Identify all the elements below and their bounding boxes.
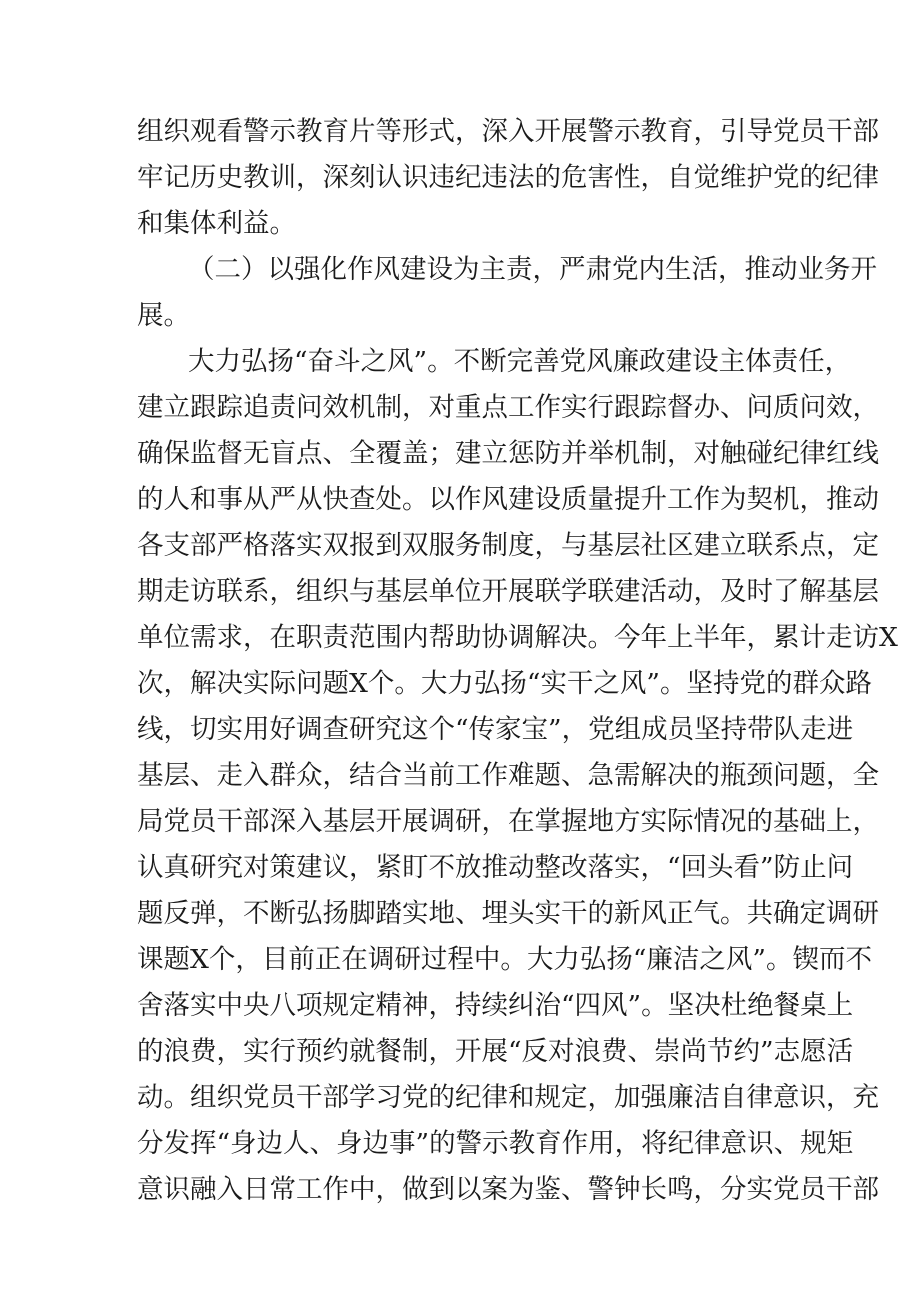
paragraph-line: 和集体利益。 xyxy=(137,208,296,239)
paragraph-line: 期走访联系，组织与基层单位开展联学联建活动，及时了解基层 xyxy=(137,576,879,607)
paragraph-line: 组织观看警示教育片等形式，深入开展警示教育，引导党员干部 xyxy=(137,116,879,147)
paragraph-line: 建立跟踪追责问效机制，对重点工作实行跟踪督办、问质问效， xyxy=(137,392,879,423)
paragraph-line: 牢记历史教训，深刻认识违纪违法的危害性，自觉维护党的纪律 xyxy=(137,162,879,193)
paragraph-line: 的浪费，实行预约就餐制，开展“反对浪费、崇尚节约”志愿活 xyxy=(137,1036,854,1067)
paragraph-line: 认真研究对策建议，紧盯不放推动整改落实，“回头看”防止问 xyxy=(137,852,854,883)
paragraph-line: 意识融入日常工作中，做到以案为鉴、警钟长鸣，分实党员干部 xyxy=(137,1174,879,1205)
paragraph-line: 各支部严格落实双报到双服务制度，与基层社区建立联系点，定 xyxy=(137,530,879,561)
paragraph-line: 的人和事从严从快查处。以作风建设质量提升工作为契机，推动 xyxy=(137,484,879,515)
section-heading-line: （二）以强化作风建设为主责，严肃党内生活，推动业务开 xyxy=(188,254,877,285)
section-heading-line: 展。 xyxy=(137,300,190,331)
paragraph-line: 基层、走入群众，结合当前工作难题、急需解决的瓶颈问题，全 xyxy=(137,760,879,791)
paragraph-line: 动。组织党员干部学习党的纪律和规定，加强廉洁自律意识，充 xyxy=(137,1082,879,1113)
paragraph-line: 次，解决实际问题X个。大力弘扬“实干之风”。坚持党的群众路 xyxy=(137,668,872,699)
paragraph-line: 局党员干部深入基层开展调研，在掌握地方实际情况的基础上， xyxy=(137,806,879,837)
paragraph-line: 题反弹，不断弘扬脚踏实地、埋头实干的新风正气。共确定调研 xyxy=(137,898,879,929)
paragraph-line: 线，切实用好调查研究这个“传家宝”，党组成员坚持带队走进 xyxy=(137,714,854,745)
paragraph-line: 课题X个，目前正在调研过程中。大力弘扬“廉洁之风”。锲而不 xyxy=(137,944,872,975)
paragraph-line: 分发挥“身边人、身边事”的警示教育作用，将纪律意识、规矩 xyxy=(137,1128,854,1159)
paragraph-line: 单位需求，在职责范围内帮助协调解决。今年上半年，累计走访X xyxy=(137,622,898,653)
paragraph-line: 大力弘扬“奋斗之风”。不断完善党风廉政建设主体责任， xyxy=(188,346,852,377)
paragraph-line: 确保监督无盲点、全覆盖；建立惩防并举机制，对触碰纪律红线 xyxy=(137,438,879,469)
paragraph-line: 舍落实中央八项规定精神，持续纠治“四风”。坚决杜绝餐桌上 xyxy=(137,990,854,1021)
